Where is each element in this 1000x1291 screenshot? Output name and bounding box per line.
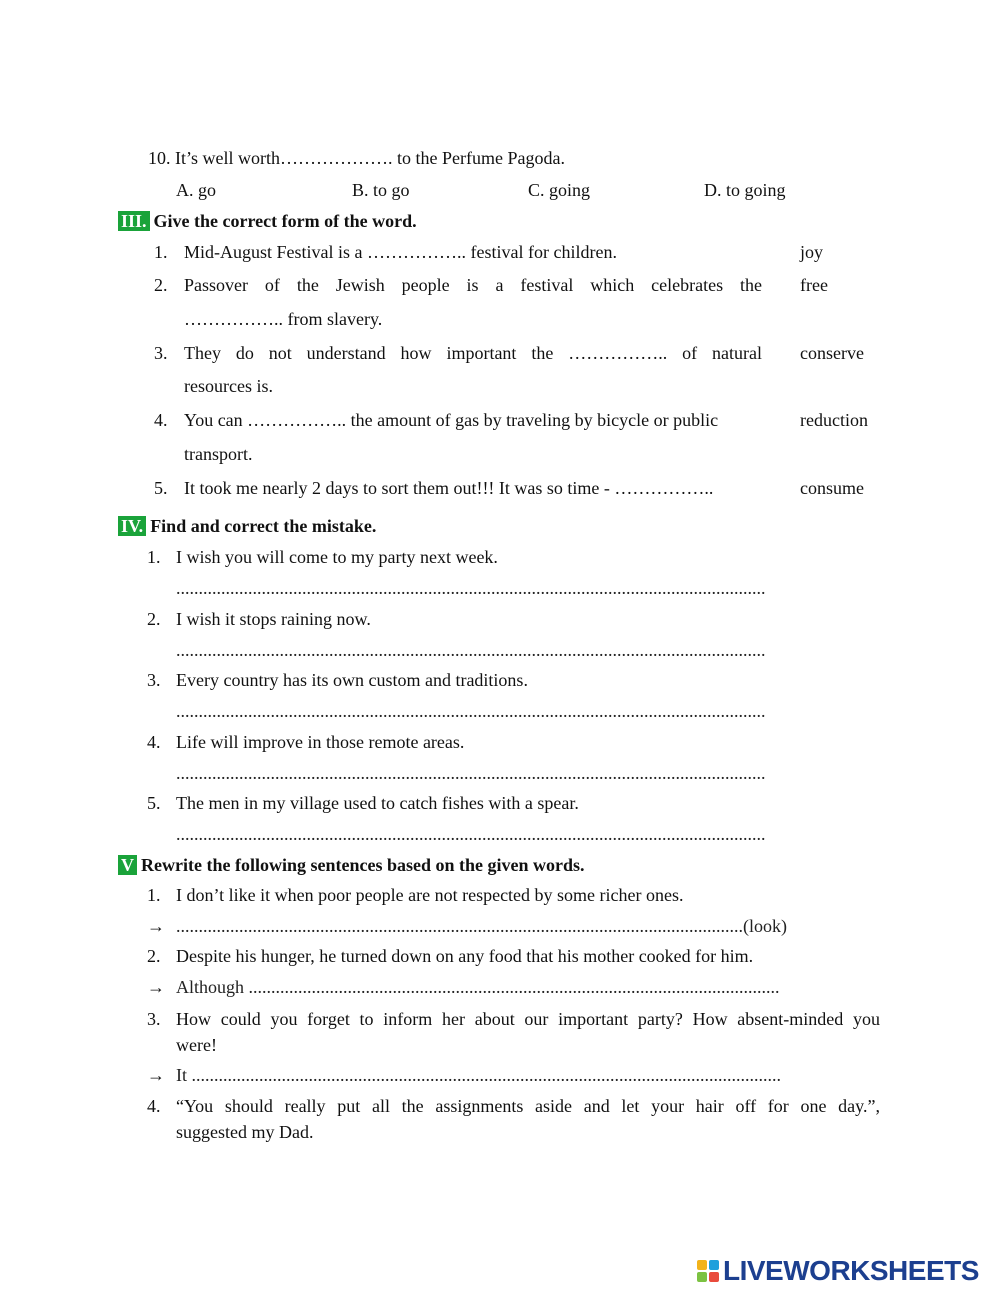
section-5-title: Rewrite the following sentences based on the given words. [141,855,585,875]
s4-item-1-answer-line[interactable]: ................................................................................................................................... [176,578,766,598]
s5-item-2-answer-line[interactable]: Although ...................................................................................................................... [176,977,780,997]
logo-blocks-icon [697,1260,719,1282]
s3-item-5-num: 5. [154,478,168,498]
logo-block [697,1260,707,1270]
section-4-title: Find and correct the mistake. [150,516,377,536]
s4-item-2-num: 2. [147,609,161,629]
section-3-heading [118,211,417,232]
s5-item-1-arrow: → [147,916,165,936]
s4-item-1-num: 1. [147,547,161,567]
s3-item-2-text: Passover of the Jewish people is a festival which celebrates the [184,275,762,295]
s3-item-1-num: 1. [154,242,168,262]
s3-item-1-text: Mid-August Festival is a …………….. festival for children. [184,242,617,262]
s3-item-3-text: They do not understand how important the …………….. of natural [184,343,762,363]
s4-item-3-num: 3. [147,670,161,690]
logo-block [709,1260,719,1270]
s5-item-2-num: 2. [147,946,161,966]
s5-item-2-text: Despite his hunger, he turned down on any food that his mother cooked for him. [176,946,754,966]
s4-item-4-answer-line[interactable]: ................................................................................................................................... [176,763,766,783]
s3-item-1-word: joy [800,242,824,262]
s4-item-5-text: The men in my village used to catch fishes with a spear. [176,793,579,813]
s3-item-3-word: conserve [800,343,864,363]
s4-item-3-answer-line[interactable]: ................................................................................................................................... [176,701,766,721]
s4-item-5-num: 5. [147,793,161,813]
s3-item-4-word: reduction [800,410,868,430]
s3-item-3-num: 3. [154,343,168,363]
s4-item-3-text: Every country has its own custom and traditions. [176,670,528,690]
section-3-title: Give the correct form of the word. [153,211,417,231]
s5-item-4-num: 4. [147,1096,161,1116]
s3-item-2-text-2: …………….. from slavery. [184,309,383,329]
s3-item-2-num: 2. [154,275,168,295]
s3-item-4-text: You can …………….. the amount of gas by traveling by bicycle or public [184,410,719,430]
s3-item-4-text-2: transport. [184,444,253,464]
s5-item-4-text: “You should really put all the assignments aside and let your hair off for one day.”, [176,1096,880,1116]
s4-item-5-answer-line[interactable]: ................................................................................................................................... [176,824,766,844]
q10-option-a: A. go [176,180,216,200]
s5-item-3-text-2: were! [176,1035,217,1055]
s3-item-5-text: It took me nearly 2 days to sort them out!!! It was so time - …………….. [184,478,714,498]
section-4-heading [118,516,376,537]
s3-item-2-word: free [800,275,828,295]
s3-item-3-text-2: resources is. [184,376,273,396]
s5-item-4-text-2: suggested my Dad. [176,1122,314,1142]
s5-item-3-num: 3. [147,1009,161,1029]
logo-text: LIVEWORKSHEETS [723,1255,979,1286]
q10-option-b: B. to go [352,180,410,200]
s4-item-4-num: 4. [147,732,161,752]
s5-item-3-text: How could you forget to inform her about our important party? How absent-minded you [176,1009,880,1029]
s5-item-1-text: I don’t like it when poor people are not respected by some richer ones. [176,885,684,905]
q10-option-c: C. going [528,180,591,200]
s4-item-1-text: I wish you will come to my party next week. [176,547,498,567]
logo-block [697,1272,707,1282]
s3-item-5-word: consume [800,478,864,498]
section-3-tag: III. [118,211,150,231]
s5-item-3-answer-line[interactable]: It ................................................................................................................................... [176,1065,781,1085]
q10-option-d: D. to going [704,180,786,200]
s5-item-1-answer-line[interactable]: ..............................................................................................................................(look) [176,916,787,936]
s4-item-2-answer-line[interactable]: ................................................................................................................................... [176,640,766,660]
s5-item-1-num: 1. [147,885,161,905]
question-10: 10. It’s well worth………………. to the Perfume Pagoda. [148,148,565,168]
liveworksheets-logo[interactable] [697,1254,979,1288]
section-4-tag: IV. [118,516,146,536]
s3-item-4-num: 4. [154,410,168,430]
s5-item-3-arrow: → [147,1065,165,1085]
section-5-heading [118,855,584,876]
s5-item-2-arrow: → [147,977,165,997]
s4-item-2-text: I wish it stops raining now. [176,609,371,629]
logo-block [709,1272,719,1282]
s4-item-4-text: Life will improve in those remote areas. [176,732,465,752]
section-5-tag: V [118,855,137,875]
